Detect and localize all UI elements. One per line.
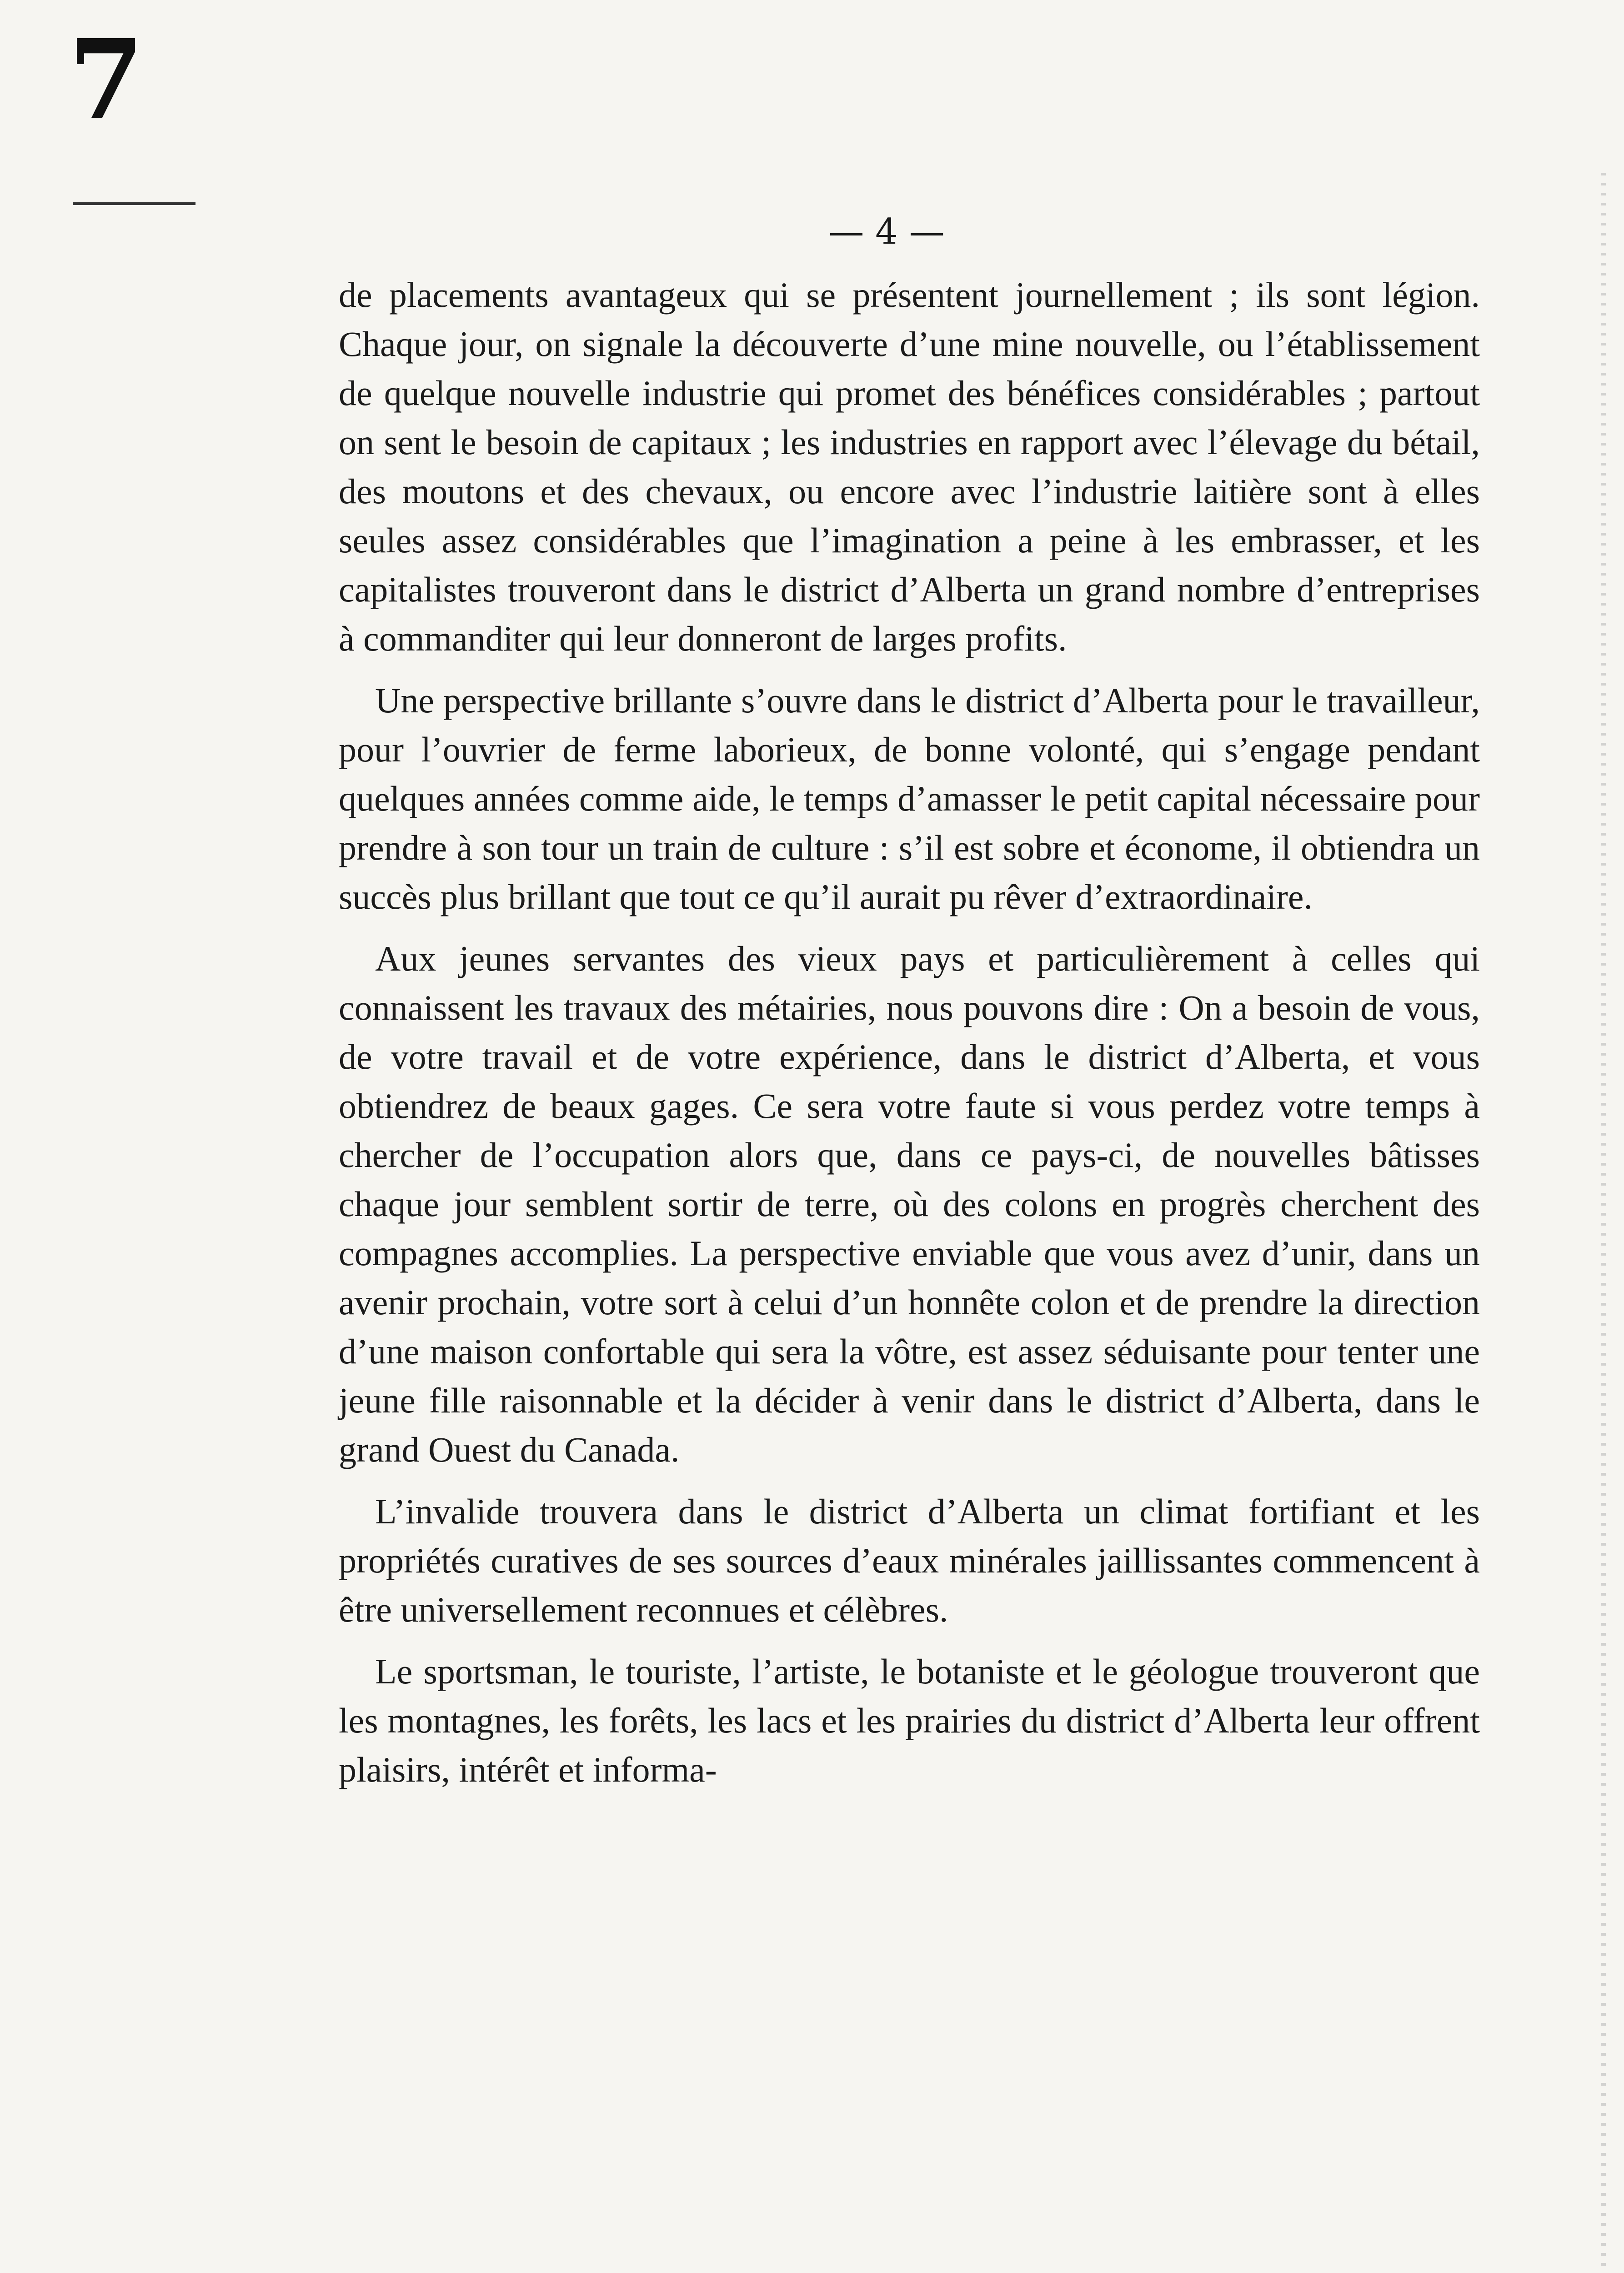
paragraph-4: L’invalide trouvera dans le district d’Alberta un climat fortifiant et les propriétés curatives de ses sources d’eaux minérales jaillissantes commencent à être universellement reconnues et célèbres.: [339, 1492, 1480, 1629]
paragraph-5: Le sportsman, le touriste, l’artiste, le botaniste et le géologue trouveront que les montagnes, les forêts, les lacs et les prairies du district d’Alberta leur offrent plaisirs, intérêt et informa-: [339, 1652, 1480, 1789]
paragraph-1: de placements avantageux qui se présentent journellement ; ils sont légion. Chaque jour, on signale la découverte d’une mine nouvelle, ou l’établissement de quelque nouvelle industrie qui promet des bénéfices considérables ; partout on sent le besoin de capitaux ; les industries en rapport avec l’élevage du bétail, des moutons et des chevaux, ou encore avec l’industrie laitière sont à elles seules assez considérables que l’imagination a peine à les embrasser, et les capitalistes trouveront dans le district d’Alberta un grand nombre d’entreprises à commanditer qui leur donneront de larges profits.: [339, 275, 1480, 658]
paragraph-2: Une perspective brillante s’ouvre dans le district d’Alberta pour le travailleur, pour l’ouvrier de ferme laborieux, de bonne volonté, qui s’engage pendant quelques années comme aide, le temps d’amasser le petit capital nécessaire pour prendre à son tour un train de culture : s’il est sobre et économe, il obtiendra un succès plus brillant que tout ce qu’il aurait pu rêver d’extraordinaire.: [339, 681, 1480, 916]
top-left-rule: [73, 202, 195, 205]
document-body: [339, 270, 1480, 1807]
page-edge-texture: [1601, 173, 1606, 2273]
page-corner-number: 7: [68, 15, 144, 144]
page-number: — 4 —: [828, 211, 945, 252]
paragraph-3: Aux jeunes servantes des vieux pays et particulièrement à celles qui connaissent les travaux des métairies, nous pouvons dire : On a besoin de vous, de votre travail et de votre expérience, dans le district d’Alberta, et vous obtiendrez de beaux gages. Ce sera votre faute si vous perdez votre temps à chercher de l’occupation alors que, dans ce pays-ci, de nouvelles bâtisses chaque jour semblent sortir de terre, où des colons en progrès cherchent des compagnes accomplies. La perspective enviable que vous avez d’unir, dans un avenir prochain, votre sort à celui d’un honnête colon et de prendre la direction d’une maison confortable qui sera la vôtre, est assez séduisante pour tenter une jeune fille raisonnable et la décider à venir dans le district d’Alberta, dans le grand Ouest du Canada.: [339, 939, 1480, 1469]
